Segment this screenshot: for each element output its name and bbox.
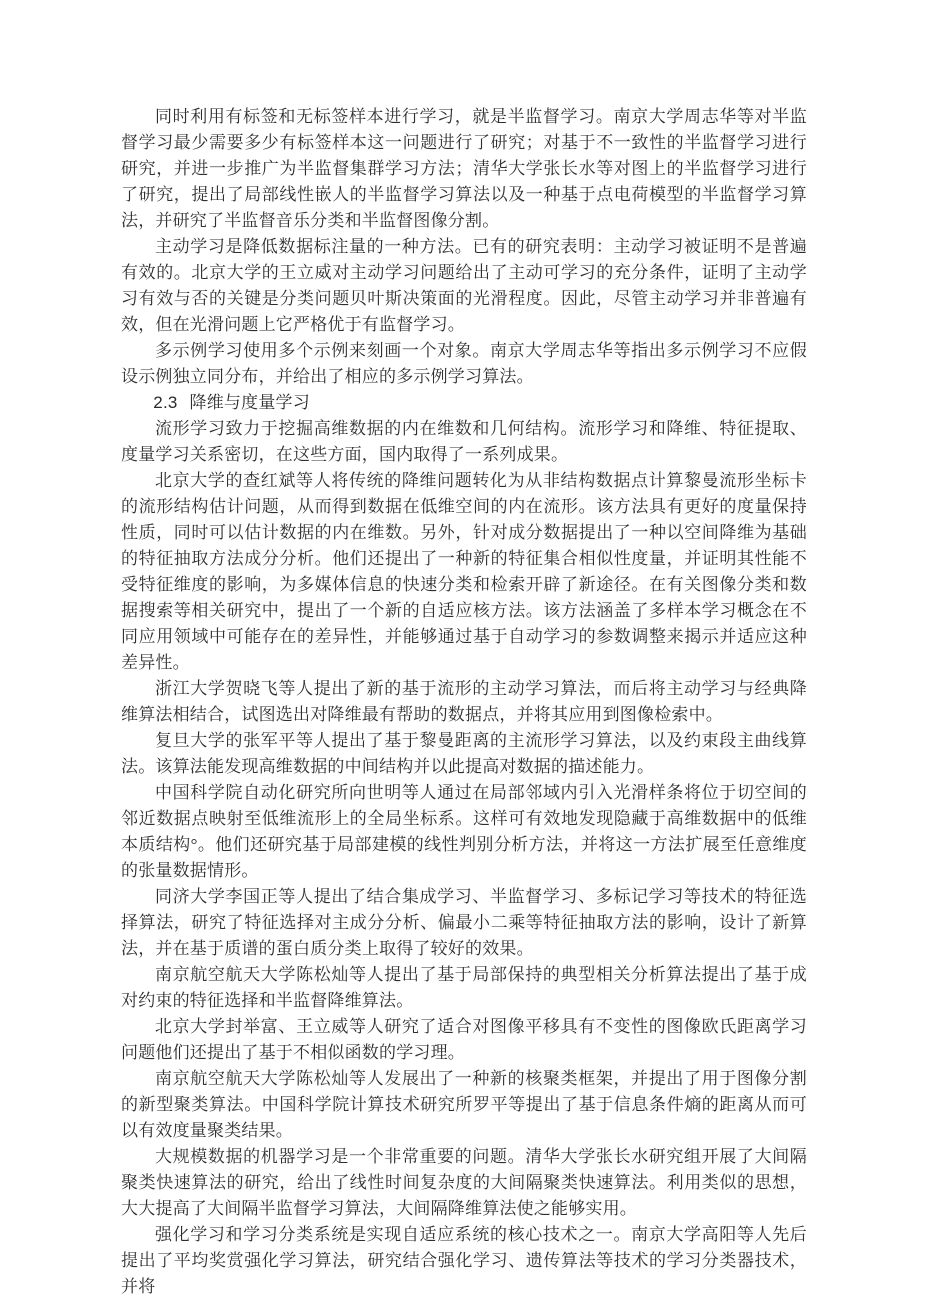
body-paragraph: 浙江大学贺晓飞等人提出了新的基于流形的主动学习算法，而后将主动学习与经典降维算法相结合，试图选出对降维最有帮助的数据点，并将其应用到图像检索中。: [121, 679, 807, 724]
body-paragraph: 强化学习和学习分类系统是实现自适应系统的核心技术之一。南京大学高阳等人先后提出了平均奖赏强化学习算法，研究结合强化学习、遗传算法等技术的学习分类器技术，并将: [121, 1225, 807, 1296]
section-number: 2.3: [153, 393, 178, 412]
body-paragraph: 流形学习致力于挖掘高维数据的内在维数和几何结构。流形学习和降维、特征提取、度量学习关系密切，在这些方面，国内取得了一系列成果。: [121, 419, 807, 464]
body-paragraph: 多示例学习使用多个示例来刻画一个对象。南京大学周志华等指出多示例学习不应假设示例独立同分布，并给出了相应的多示例学习算法。: [121, 341, 807, 386]
body-paragraph: 复旦大学的张军平等人提出了基于黎曼距离的主流形学习算法，以及约束段主曲线算法。该算法能发现高维数据的中间结构并以此提高对数据的描述能力。: [121, 731, 807, 776]
body-paragraph: 主动学习是降低数据标注量的一种方法。已有的研究表明：主动学习被证明不是普遍有效的。北京大学的王立威对主动学习问题给出了主动可学习的充分条件，证明了主动学习有效与否的关键是分类问题贝叶斯决策面的光滑程度。因此，尽管主动学习并非普遍有效，但在光滑问题上它严格优于有监督学习。: [121, 237, 807, 334]
section-heading: [121, 390, 807, 416]
body-paragraph: 北京大学封举富、王立威等人研究了适合对图像平移具有不变性的图像欧氏距离学习问题他们还提出了基于不相似函数的学习理。: [121, 1017, 807, 1062]
document-text-column: [121, 104, 807, 1300]
body-paragraph: 大规模数据的机器学习是一个非常重要的问题。清华大学张长水研究组开展了大间隔聚类快速算法的研究，给出了线性时间复杂度的大间隔聚类快速算法。利用类似的思想，大大提高了大间隔半监督学习算法，大间隔降维算法使之能够实用。: [121, 1147, 807, 1218]
body-paragraph: 同济大学李国正等人提出了结合集成学习、半监督学习、多标记学习等技术的特征选择算法，研究了特征选择对主成分分析、偏最小二乘等特征抽取方法的影响，设计了新算法，并在基于质谱的蛋白质分类上取得了较好的效果。: [121, 887, 807, 958]
body-paragraph: 同时利用有标签和无标签样本进行学习，就是半监督学习。南京大学周志华等对半监督学习最少需要多少有标签样本这一问题进行了研究；对基于不一致性的半监督学习进行研究，并进一步推广为半监督集群学习方法；清华大学张长水等对图上的半监督学习进行了研究，提出了局部线性嵌人的半监督学习算法以及一种基于点电荷模型的半监督学习算法，并研究了半监督音乐分类和半监督图像分割。: [121, 107, 807, 230]
body-paragraph: 北京大学的查红斌等人将传统的降维问题转化为从非结构数据点计算黎曼流形坐标卡的流形结构估计问题，从而得到数据在低维空间的内在流形。该方法具有更好的度量保持性质，同时可以估计数据的内在维数。另外，针对成分数据提出了一种以空间降维为基础的特征抽取方法成分分析。他们还提出了一种新的特征集合相似性度量，并证明其性能不受特征维度的影响，为多媒体信息的快速分类和检索开辟了新途径。在有关图像分类和数据搜索等相关研究中，提出了一个新的自适应核方法。该方法涵盖了多样本学习概念在不同应用领域中可能存在的差异性，并能够通过基于自动学习的参数调整来揭示并适应这种差异性。: [121, 471, 807, 672]
body-paragraph: 中国科学院自动化研究所向世明等人通过在局部邻域内引入光滑样条将位于切空间的邻近数据点映射至低维流形上的全局坐标系。这样可有效地发现隐藏于高维数据中的低维本质结构°。他们还研究基于局部建模的线性判别分析方法，并将这一方法扩展至任意维度的张量数据情形。: [121, 783, 807, 880]
section-title: 降维与度量学习: [189, 393, 310, 412]
body-paragraph: 南京航空航天大学陈松灿等人提出了基于局部保持的典型相关分析算法提出了基于成对约束的特征选择和半监督降维算法。: [121, 965, 807, 1010]
body-paragraph: 南京航空航天大学陈松灿等人发展出了一种新的核聚类框架，并提出了用于图像分割的新型聚类算法。中国科学院计算技术研究所罗平等提出了基于信息条件熵的距离从而可以有效度量聚类结果。: [121, 1069, 807, 1140]
